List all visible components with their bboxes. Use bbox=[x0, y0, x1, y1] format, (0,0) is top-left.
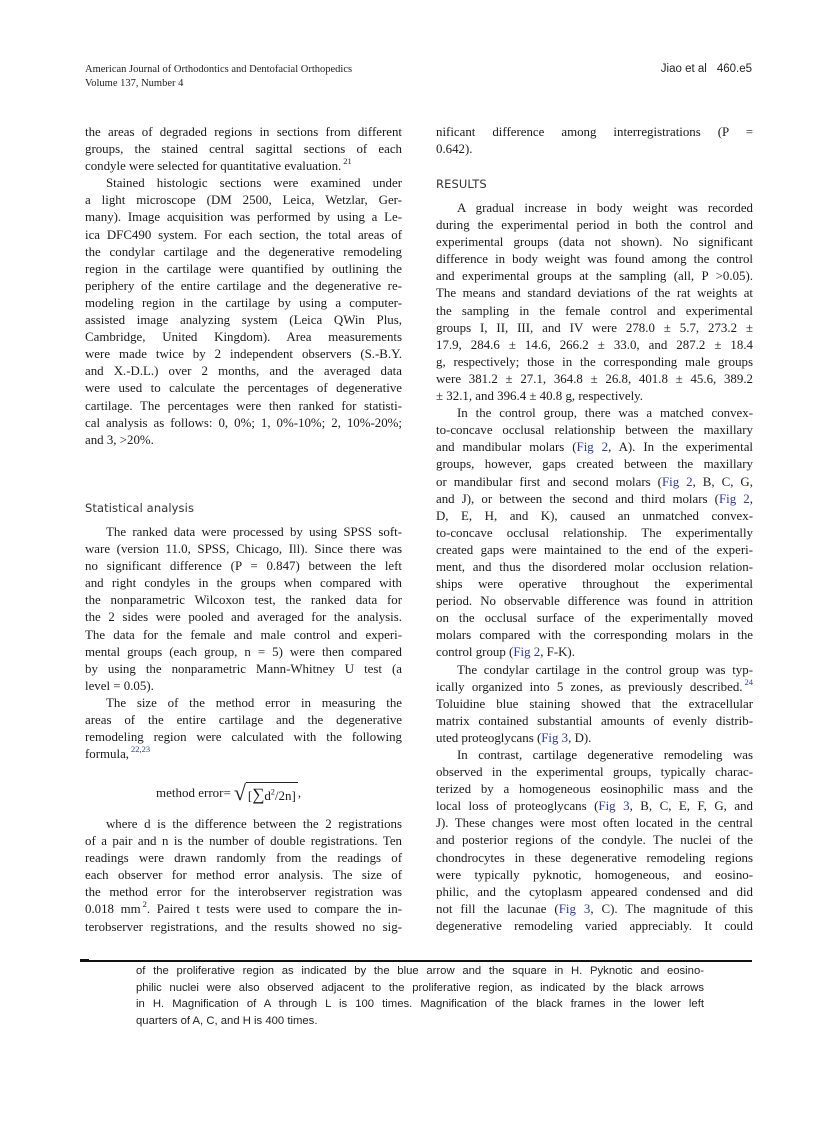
text-line: many). Image acquisition was performed by using a Le- bbox=[85, 210, 402, 225]
sum-symbol: ∑ bbox=[252, 784, 265, 804]
text-line: In contrast, cartilage degenerative remodeling was bbox=[457, 748, 753, 762]
text-line: modeling region in the cartilage by using a computer- bbox=[85, 295, 402, 310]
text-line: the areas of degraded regions in sections from different bbox=[85, 125, 402, 139]
text-line: A gradual increase in body weight was recorded bbox=[457, 201, 753, 215]
text-line: created gaps were maintained to the end of the experi- bbox=[436, 542, 753, 557]
running-header bbox=[85, 63, 352, 91]
figure-reference-link[interactable]: Fig 3 bbox=[541, 730, 569, 745]
caption-line: quarters of A, C, and H is 400 times. bbox=[136, 1014, 318, 1027]
paragraph bbox=[85, 124, 402, 175]
citation-reference-link[interactable]: 22,23 bbox=[131, 744, 151, 755]
text-line: and posterior regions of the condyle. The nuclei of the bbox=[436, 833, 753, 848]
text-line: ships were operative throughout the experimental bbox=[436, 577, 753, 592]
formula-variable-d: d bbox=[264, 787, 271, 803]
text-line: cal analysis as follows: 0, 0%; 1, 0%-10%; 2, 10%-20%; bbox=[85, 415, 402, 430]
text-line: The size of the method error in measuring the bbox=[106, 695, 402, 710]
text-segment: and mandibular molars ( bbox=[436, 440, 577, 455]
text-line: mental groups (each group, n = 5) were then compared bbox=[85, 644, 402, 659]
paragraph bbox=[436, 405, 753, 661]
text-line bbox=[436, 901, 753, 918]
text-segment: , B, C, E, F, G, and bbox=[629, 799, 753, 814]
right-column-block-2 bbox=[436, 200, 753, 935]
text-segment: . Paired t tests were used to compare the in- bbox=[146, 902, 402, 917]
text-line: terobserver registrations, and the results showed no sig- bbox=[85, 919, 402, 934]
text-segment: 0.018 mm bbox=[85, 902, 141, 917]
text-segment: , D). bbox=[568, 730, 592, 745]
paragraph bbox=[85, 695, 402, 763]
text-line: The data for the female and male control and experi- bbox=[85, 627, 402, 642]
text-line: and X.-D.L.) over 2 months, and the averaged data bbox=[85, 364, 402, 379]
text-line: each observer for method error analysis. The size of bbox=[85, 868, 402, 883]
text-line: the nonparametric Wilcoxon test, the ranked data for bbox=[85, 593, 402, 608]
text-line bbox=[85, 746, 402, 763]
text-line: assisted image analyzing system (Leica QWin Plus, bbox=[85, 313, 402, 328]
text-segment: uted proteoglycans ( bbox=[436, 730, 542, 745]
text-line: to-concave occlusal relationship between the maxillary bbox=[436, 423, 753, 438]
caption-line: in H. Magnification of A through L is 100 times. Magnification of the black frames in the lower left bbox=[136, 998, 704, 1011]
text-line: nificant difference among interregistrations (P = bbox=[436, 125, 753, 139]
text-line: g, respectively; those in the corresponding male groups bbox=[436, 354, 753, 369]
text-line: molars compared with the corresponding molars in the bbox=[436, 628, 753, 643]
text-line: region in the cartilage were quantified by outlining the bbox=[85, 261, 402, 276]
text-segment: local loss of proteoglycans ( bbox=[436, 799, 599, 814]
text-line: and right condyles in the groups when compared with bbox=[85, 576, 402, 591]
text-line: were typically pyknotic, homogeneous, and eosino- bbox=[436, 867, 753, 882]
text-line: the method error for the interobserver registration was bbox=[85, 885, 402, 900]
text-line: remodeling region were calculated with the following bbox=[85, 730, 402, 745]
text-line: observed in the experimental groups, typically charac- bbox=[436, 765, 753, 780]
caption-divider bbox=[88, 960, 752, 962]
journal-volume: Volume 137, Number 4 bbox=[85, 78, 184, 89]
text-line bbox=[436, 439, 753, 456]
paragraph bbox=[85, 175, 402, 449]
text-line: J). These changes were most often located in the central bbox=[436, 816, 753, 831]
citation-reference-link[interactable]: 24 bbox=[744, 676, 753, 687]
formula-lhs: method error= bbox=[156, 785, 231, 800]
formula-exponent: 2 bbox=[270, 787, 275, 797]
text-segment: control group ( bbox=[436, 645, 514, 660]
paragraph bbox=[85, 816, 402, 936]
text-line: ± 32.1, and 396.4 ± 40.8 g, respectively. bbox=[436, 389, 643, 404]
left-column-block-1 bbox=[85, 124, 402, 449]
caption-line: philic nuclei were also observed adjacent to the proliferative region, as indicated by the black arrows bbox=[136, 981, 704, 994]
text-line bbox=[436, 730, 753, 747]
superscript: 21 bbox=[343, 156, 352, 167]
text-line: Stained histologic sections were examined under bbox=[106, 176, 402, 191]
text-line: readings were drawn randomly from the readings of bbox=[85, 851, 402, 866]
text-line: were made twice by 2 independent observers (S.-B.Y. bbox=[85, 347, 402, 362]
text-segment: or mandibular first and second molars ( bbox=[436, 474, 662, 489]
text-line: D, E, H, and K), caused an unmatched convex- bbox=[436, 508, 753, 523]
left-column-block-3 bbox=[85, 816, 402, 936]
text-line: 0.642). bbox=[436, 142, 473, 157]
text-line: The means and standard deviations of the rat weights at bbox=[436, 286, 753, 301]
paragraph bbox=[436, 124, 753, 158]
text-line: period. No observable difference was found in attrition bbox=[436, 594, 753, 609]
text-segment: ically organized into 5 zones, as previously described. bbox=[436, 679, 743, 694]
page-header-right bbox=[651, 63, 752, 75]
text-line: 17.9, 284.6 ± 14.6, 266.2 ± 33.0, and 287.2 ± 18.4 bbox=[436, 337, 753, 352]
text-segment: , A). In the experimental bbox=[608, 440, 753, 455]
text-line bbox=[436, 798, 753, 815]
text-line: The ranked data were processed by using SPSS soft- bbox=[106, 525, 402, 539]
page-number: 460.e5 bbox=[716, 63, 752, 75]
author-running-head: Jiao et al bbox=[660, 63, 707, 75]
figure-reference-link[interactable]: Fig 3 bbox=[558, 901, 591, 916]
figure-reference-link[interactable]: Fig 2 bbox=[718, 491, 750, 506]
figure-caption bbox=[136, 963, 704, 1029]
text-line: ware (version 11.0, SPSS, Chicago, Ill). Since there was bbox=[85, 542, 402, 557]
square-root bbox=[234, 782, 298, 805]
figure-reference-link[interactable]: Fig 2 bbox=[513, 645, 541, 660]
text-line: the 2 sides were pooled and averaged for the analysis. bbox=[85, 610, 402, 625]
text-line: Toluidine blue staining showed that the extracellular bbox=[436, 696, 753, 711]
text-line bbox=[436, 474, 753, 491]
text-line: areas of the entire cartilage and the degenerative bbox=[85, 713, 402, 728]
text-line: The condylar cartilage in the control group was typ- bbox=[457, 662, 753, 677]
text-line: periphery of the entire cartilage and the degenerative re- bbox=[85, 278, 402, 293]
text-line: where d is the difference between the 2 registrations bbox=[106, 817, 402, 831]
radical-sign-icon: √ bbox=[233, 780, 246, 805]
paragraph bbox=[436, 747, 753, 935]
text-line: were used to calculate the percentages of degenerative bbox=[85, 381, 402, 396]
text-segment: formula, bbox=[85, 747, 130, 762]
text-line: and 3, >20%. bbox=[85, 432, 154, 447]
text-line: a light microscope (DM 2500, Leica, Wetzlar, Ger- bbox=[85, 193, 402, 208]
text-line bbox=[85, 901, 402, 918]
text-line: and experimental groups at the sampling (all, P >0.05). bbox=[436, 269, 753, 284]
text-segment: not fill the lacunae ( bbox=[436, 901, 559, 916]
caption-line: of the proliferative region as indicated by the blue arrow and the square in H. Pyknotic and eosino- bbox=[136, 965, 704, 977]
journal-title: American Journal of Orthodontics and Dentofacial Orthopedics bbox=[85, 64, 353, 75]
text-line: were 381.2 ± 27.1, 364.8 ± 26.8, 401.8 ± 45.6, 389.2 bbox=[436, 371, 753, 386]
text-line: the sampling in the female control and experimental bbox=[436, 303, 753, 318]
text-line: experimental groups (data not shown). No significant bbox=[436, 235, 753, 250]
text-line: ment, and thus the disordered molar occlusion relation- bbox=[436, 559, 753, 574]
right-column-block-1 bbox=[436, 124, 753, 158]
section-heading-results: RESULTS bbox=[436, 177, 487, 191]
text-line bbox=[436, 676, 753, 696]
text-line: during the experimental period in both the control and bbox=[436, 218, 753, 233]
text-line bbox=[436, 644, 753, 661]
text-line: chondrocytes in these degenerative remodeling regions bbox=[436, 850, 753, 865]
formula-divisor: /2n bbox=[274, 787, 292, 803]
paragraph bbox=[436, 200, 753, 405]
text-line: groups, however, gaps created between the maxillary bbox=[436, 457, 753, 472]
text-line: on the occlusal surface of the experimentally moved bbox=[436, 611, 753, 626]
text-segment: and J), or between the second and third molars ( bbox=[436, 491, 719, 506]
text-line bbox=[85, 158, 402, 175]
text-line: the condylar cartilage and the degenerative remodeling bbox=[85, 244, 402, 259]
text-segment: , F-K). bbox=[540, 645, 575, 660]
text-line: no significant difference (P = 0.847) between the left bbox=[85, 559, 402, 574]
paragraph bbox=[436, 662, 753, 747]
text-line: terized by a homogeneous eosinophilic mass and the bbox=[436, 782, 753, 797]
text-line: Cambridge, United Kingdom). Area measurements bbox=[85, 330, 402, 345]
figure-reference-link[interactable]: Fig 3 bbox=[598, 799, 630, 814]
text-line: by using the nonparametric Mann-Whitney U test (a bbox=[85, 661, 402, 676]
formula-comma: , bbox=[297, 785, 302, 800]
text-line: to-concave occlusal relationship. The experimentally bbox=[436, 525, 753, 540]
text-line: groups, the stained central sagittal sections of each bbox=[85, 142, 402, 157]
text-line: cartilage. The percentages were then ranked for statisti- bbox=[85, 398, 402, 413]
text-line: ica DFC490 system. For each section, the total areas of bbox=[85, 227, 402, 242]
paragraph bbox=[85, 524, 402, 695]
text-line: degenerative remodeling varied appreciably. It could bbox=[436, 918, 753, 933]
section-heading-statistical-analysis: Statistical analysis bbox=[85, 501, 195, 515]
method-error-formula bbox=[156, 778, 301, 808]
text-line: In the control group, there was a matched convex- bbox=[457, 406, 753, 421]
left-column-block-2 bbox=[85, 524, 402, 763]
text-line: groups I, II, III, and IV were 278.0 ± 5.7, 273.2 ± bbox=[436, 320, 753, 335]
text-segment: condyle were selected for quantitative evaluation. bbox=[85, 159, 342, 174]
text-segment: , B, C, G, bbox=[692, 474, 753, 489]
text-line: philic, and the cytoplasm appeared condensed and did bbox=[436, 884, 753, 899]
figure-reference-link[interactable]: Fig 2 bbox=[661, 474, 693, 489]
text-line: difference in body weight was found among the control bbox=[436, 252, 753, 267]
text-segment: , C). The magnitude of this bbox=[590, 901, 753, 916]
superscript: 2 bbox=[142, 899, 147, 910]
text-line: level = 0.05). bbox=[85, 678, 154, 693]
text-line: of a pair and n is the number of double registrations. Ten bbox=[85, 834, 402, 849]
figure-reference-link[interactable]: Fig 2 bbox=[576, 440, 609, 455]
text-line bbox=[436, 491, 753, 508]
formula-radicand: $[\sum d^2/2n]$ bbox=[246, 782, 298, 805]
text-line: matrix contained substantial amounts of evenly distrib- bbox=[436, 713, 753, 728]
text-segment: , bbox=[749, 491, 753, 506]
